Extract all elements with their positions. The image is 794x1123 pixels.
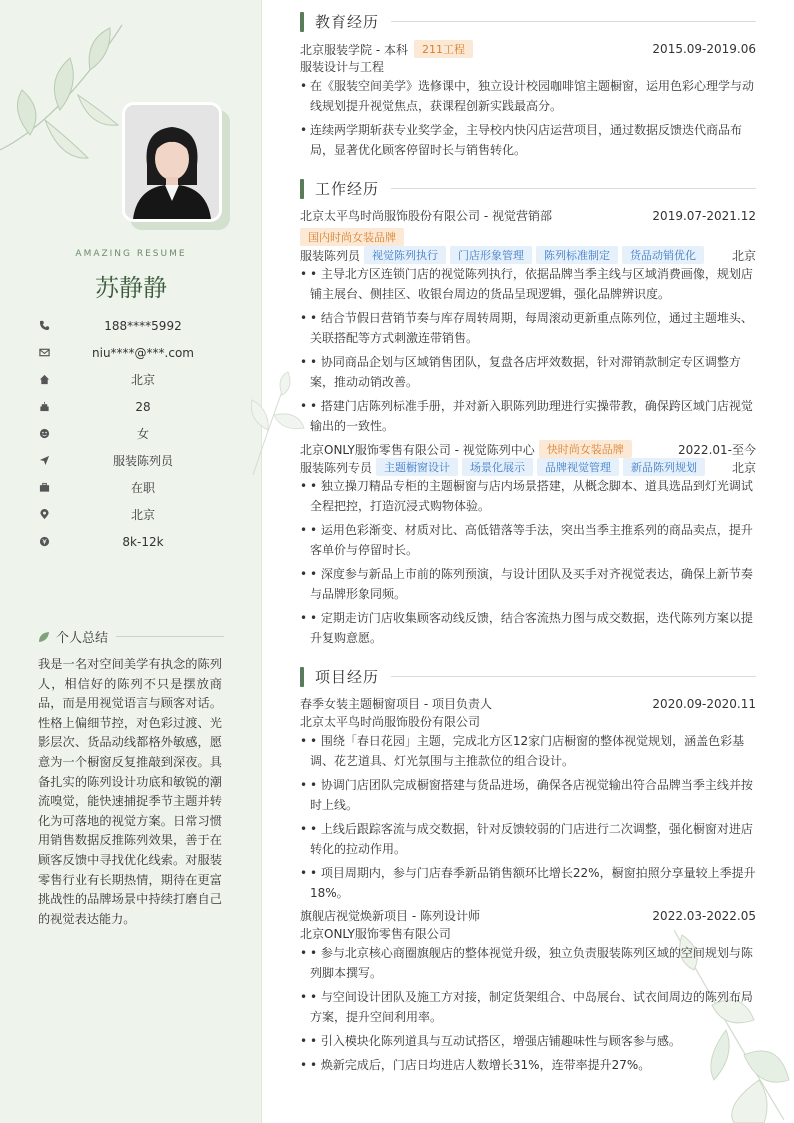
list-item: • • 协调门店团队完成橱窗搭建与货品进场，确保各店视觉输出符合品牌当季主线并按时上线。 — [300, 775, 756, 815]
money-icon — [38, 536, 50, 548]
school-name: 北京服装学院 - 本科 — [300, 42, 408, 57]
contact-row-age — [38, 393, 238, 420]
candidate-name: 苏静静 — [95, 274, 167, 302]
job-1-tag-row — [300, 228, 756, 246]
phone-number: 188****5992 — [104, 318, 182, 333]
major: 服装设计与工程 — [300, 60, 385, 74]
project-company: 北京太平鸟时尚服饰股份有限公司 — [300, 715, 481, 729]
job-city: 北京 — [731, 460, 756, 475]
job-city: 北京 — [731, 248, 756, 263]
list-item: • • 上线后跟踪客流与成交数据，针对反馈较弱的门店进行二次调整，强化橱窗对进店转化的拉动作用。 — [300, 819, 756, 859]
job-1-bullets — [300, 264, 756, 440]
job-date: 2019.07-2021.12 — [652, 208, 756, 223]
leaf-decoration-middle — [248, 370, 308, 480]
project-2-row — [300, 907, 756, 924]
project-1-company-row — [300, 713, 756, 730]
skill-tag: 货品动销优化 — [622, 246, 704, 264]
location-icon — [38, 509, 50, 521]
job-company: 北京太平鸟时尚服饰股份有限公司 - 视觉营销部 — [300, 209, 552, 223]
list-item: • • 运用色彩渐变、材质对比、高低错落等手法，突出当季主推系列的商品卖点，提升客单价与停留时长。 — [300, 520, 756, 560]
job-date: 2022.01-至今 — [678, 442, 756, 457]
list-item: • • 围绕「春日花园」主题，完成北方区12家门店橱窗的整体视觉规划，涵盖色彩基调、花艺道具、灯光氛围与主推款位的组合设计。 — [300, 731, 756, 771]
project-name: 旗舰店视觉焕新项目 - 陈列设计师 — [300, 909, 480, 923]
skill-tag: 门店形象管理 — [450, 246, 532, 264]
skill-tag: 主题橱窗设计 — [376, 458, 458, 476]
list-item: • • 主导北方区连锁门店的视觉陈列执行，依据品牌当季主线与区域消费画像，规划店铺主展台、侧挂区、收银台周边的货品呈现逻辑，强化品牌辨识度。 — [300, 264, 756, 304]
contact-row-email — [38, 339, 238, 366]
email-address: niu****@***.com — [92, 345, 194, 360]
age: 28 — [135, 399, 151, 414]
project-name: 春季女装主题橱窗项目 - 项目负责人 — [300, 697, 492, 711]
summary-title: 个人总结 — [56, 631, 109, 646]
job-role: 服装陈列员 — [300, 248, 361, 263]
job-brand-tag: 国内时尚女装品牌 — [300, 228, 404, 246]
summary-header — [38, 627, 224, 646]
section-title: 教育经历 — [315, 13, 380, 31]
project-2-company-row — [300, 925, 756, 942]
contact-row-gender — [38, 420, 238, 447]
target-position: 服装陈列员 — [112, 454, 173, 468]
cake-icon — [38, 401, 50, 413]
section-title: 项目经历 — [315, 668, 380, 686]
list-item: • • 搭建门店陈列标准手册，并对新入职陈列助理进行实操带教，确保跨区域门店视觉输出的一致性。 — [300, 396, 756, 436]
home-icon — [38, 374, 50, 386]
list-item: • • 参与北京核心商圈旗舰店的整体视觉升级，独立负责服装陈列区域的空间规划与陈列脚本撰写。 — [300, 943, 756, 983]
education-school-row — [300, 40, 756, 58]
skill-tag: 新品陈列规划 — [623, 458, 705, 476]
sidebar — [0, 0, 262, 1123]
send-icon — [38, 455, 50, 467]
home-city: 北京 — [130, 373, 155, 387]
briefcase-icon — [38, 482, 50, 494]
job-role: 服装陈列专员 — [300, 460, 373, 475]
phone-icon — [38, 320, 50, 332]
list-item: • • 结合节假日营销节奏与库存周转周期，每周滚动更新重点陈列位，通过主题堆头、关联搭配等方式刺激连带销售。 — [300, 308, 756, 348]
employment-status: 在职 — [130, 481, 155, 495]
job-brand-tag: 快时尚女装品牌 — [539, 440, 632, 458]
gender: 女 — [136, 427, 149, 441]
section-education-header — [300, 11, 756, 32]
mail-icon — [38, 347, 50, 359]
project-company: 北京ONLY服饰零售有限公司 — [300, 927, 451, 941]
job-1-role-row — [300, 246, 756, 264]
skill-tag: 品牌视觉管理 — [537, 458, 619, 476]
face-icon — [38, 428, 50, 440]
list-item: • • 协同商品企划与区域销售团队，复盘各店坪效数据，针对滞销款制定专区调整方案，推动动销改善。 — [300, 352, 756, 392]
section-projects-header — [300, 666, 756, 687]
skill-tag: 陈列标准制定 — [536, 246, 618, 264]
job-2-bullets — [300, 476, 756, 652]
job-2-role-row — [300, 458, 756, 476]
job-company: 北京ONLY服饰零售有限公司 - 视觉陈列中心 — [300, 442, 535, 457]
list-item: • • 引入模块化陈列道具与互动试搭区，增强店铺趣味性与顾客参与感。 — [300, 1031, 756, 1051]
target-location: 北京 — [130, 508, 155, 522]
job-1-company-row — [300, 207, 756, 224]
contact-row-home — [38, 366, 238, 393]
contact-row-status — [38, 474, 238, 501]
avatar — [122, 102, 222, 222]
list-item: • • 深度参与新品上市前的陈列预演，与设计团队及买手对齐视觉表达，确保上新节奏与品牌形象同频。 — [300, 564, 756, 604]
project-1-row — [300, 695, 756, 712]
list-item: • • 与空间设计团队及施工方对接，制定货架组合、中岛展台、试衣间周边的陈列布局方案，提升空间利用率。 — [300, 987, 756, 1027]
list-item: • • 独立操刀精品专柜的主题橱窗与店内场景搭建，从概念脚本、道具选品到灯光调试全程把控，打造沉浸式购物体验。 — [300, 476, 756, 516]
resume-tagline: AMAZING RESUME — [75, 249, 187, 259]
list-item: • • 定期走访门店收集顾客动线反馈，结合客流热力图与成交数据，迭代陈列方案以提升复购意愿。 — [300, 608, 756, 648]
education-bullets — [300, 76, 756, 164]
job-2-company-row — [300, 440, 756, 458]
skill-tag: 场景化展示 — [462, 458, 533, 476]
school-tag: 211工程 — [414, 40, 473, 58]
project-1-bullets — [300, 731, 756, 907]
skill-tag: 视觉陈列执行 — [364, 246, 446, 264]
contact-row-phone — [38, 312, 238, 339]
profile-photo-frame — [122, 102, 222, 222]
contact-row-location — [38, 501, 238, 528]
leaf-decoration-top — [0, 10, 140, 160]
contact-row-salary — [38, 528, 238, 555]
list-item: • • 项目周期内，参与门店春季新品销售额环比增长22%，橱窗拍照分享量较上季提升18%。 — [300, 863, 756, 903]
expected-salary: 8k-12k — [122, 534, 164, 549]
section-work-header — [300, 178, 756, 199]
project-date: 2022.03-2022.05 — [652, 908, 756, 923]
list-item: • 在《服装空间美学》选修课中，独立设计校园咖啡馆主题橱窗，运用色彩心理学与动线规划提升视觉焦点，获课程创新实践最高分。 — [300, 76, 756, 116]
education-date: 2015.09-2019.06 — [652, 42, 756, 56]
summary-text: 我是一名对空间美学有执念的陈列人，相信好的陈列不只是摆放商品，而是用视觉语言与顾客对话。性格上偏细节控，对色彩过渡、光影层次、货品动线都格外敏感，愿意为一个橱窗反复推敲到深夜。具备扎实的陈列设计功底和敏锐的潮流嗅觉，能快速捕捉季节主题并转化为可落地的视觉方案。日常习惯用销售数据反推陈列效果，善于在顾客反馈中寻找优化线索。对服装零售行业有长期热情，期待在更富挑战性的品牌场景中持续打磨自己的视觉表达能力。 — [38, 657, 222, 926]
project-2-bullets — [300, 943, 756, 1079]
list-item: • 连续两学期斩获专业奖学金，主导校内快闪店运营项目，通过数据反馈迭代商品布局，显著优化顾客停留时长与销售转化。 — [300, 120, 756, 160]
list-item: • • 焕新完成后，门店日均进店人数增长31%，连带率提升27%。 — [300, 1055, 756, 1075]
contact-row-position — [38, 447, 238, 474]
project-date: 2020.09-2020.11 — [652, 696, 756, 711]
leaf-icon — [38, 631, 50, 643]
section-title: 工作经历 — [315, 180, 380, 198]
contact-info — [38, 312, 238, 555]
education-major-row — [300, 58, 756, 75]
